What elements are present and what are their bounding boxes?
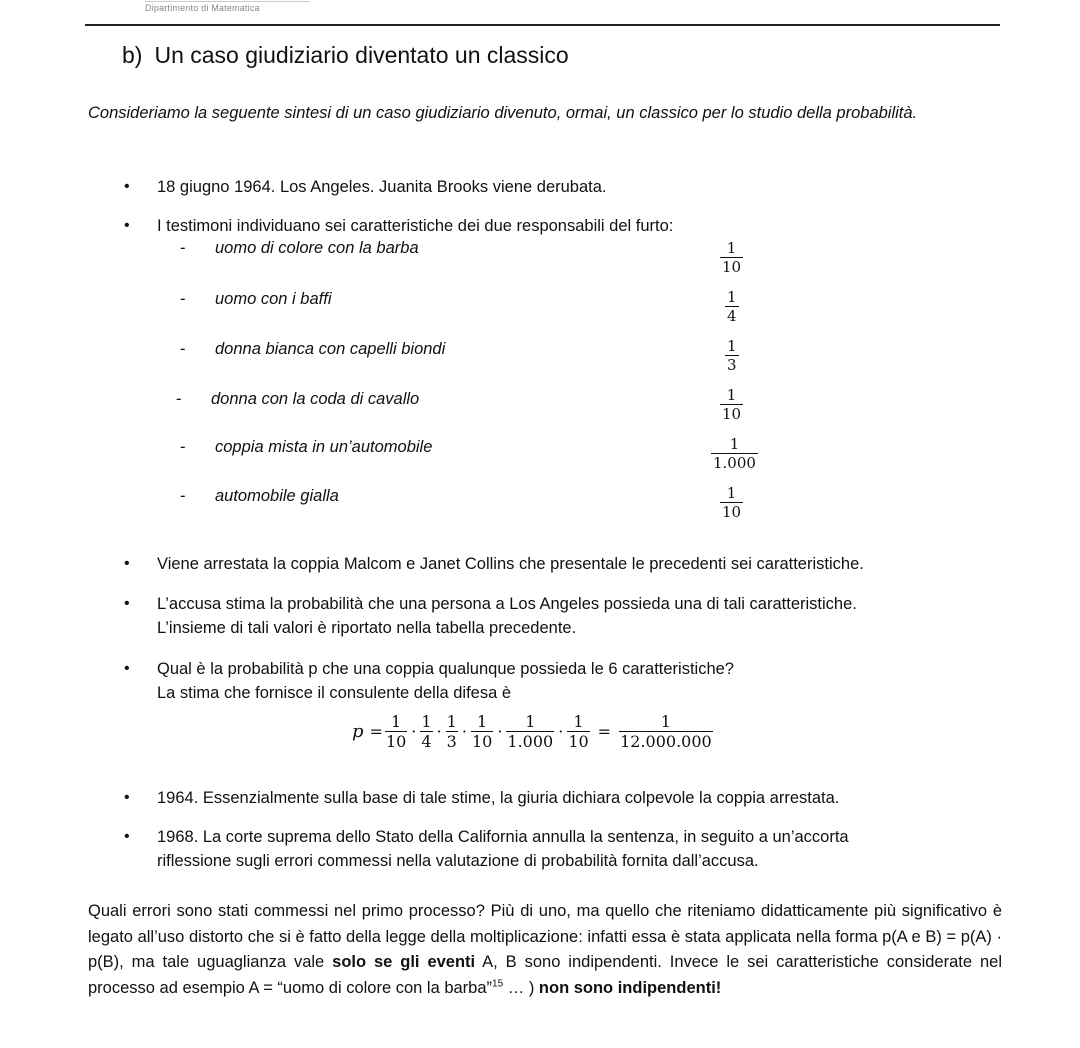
section-title (122, 42, 569, 69)
bullet-question (157, 657, 734, 705)
characteristic-item (176, 390, 419, 409)
characteristic-label: donna con la coda di cavallo (211, 390, 420, 408)
bullet-accusa-line2: L’insieme di tali valori è riportato nella tabella precedente. (157, 619, 577, 637)
formula-equals: = (369, 722, 383, 741)
bullet-appeal (157, 825, 849, 873)
footnote-ref: 15 (492, 978, 504, 989)
section-label: b) (122, 42, 143, 68)
header-rule (85, 24, 1000, 26)
formula-factor: 1 10 (471, 712, 493, 751)
formula-factor: 1 1.000 (507, 712, 554, 751)
characteristic-item (180, 340, 445, 359)
emphasis-solo-se: solo se gli eventi (332, 953, 476, 971)
bullet-question-line1: • Qual è la probabilità p che una coppia qualunque possieda le 6 caratteristiche? (157, 660, 734, 678)
closing-paragraph: Quali errori sono stati commessi nel primo processo? Più di uno, ma quello che riteniamo didatticamente più significativo è legato all’uso distorto che si è fatto della legge della moltiplicazione: infatti essa è stata applicata nella forma p(A e B) = p(A) · p(B), ma tale uguaglianza vale solo se gli eventi A, B sono indipendenti. Invece le sei caratteristiche considerate nel processo ad esempio A = “uomo di colore con la barba”$^{15}$ … ) non sono indipendenti! (88, 902, 1002, 997)
dash-marker: - (176, 390, 182, 408)
characteristic-label: automobile gialla (215, 487, 339, 505)
characteristic-label: coppia mista in un’automobile (215, 438, 433, 456)
probability-formula: p = 1 10 · 1 4 · 1 3 · 1 10 · 1 1.000 · 1 10 = 1 12.000.000 (352, 712, 712, 751)
bullet-accusa-line1: • L’accusa stima la probabilità che una persona a Los Angeles possieda una di tali caratteristiche. (157, 595, 857, 613)
characteristic-item (180, 290, 331, 309)
header-thin-line (145, 1, 310, 2)
characteristic-fraction: 1 1.000 (713, 435, 756, 472)
bullet-question-line2: La stima che fornisce il consulente della difesa è (157, 684, 512, 702)
characteristic-item (180, 487, 339, 506)
formula-factor: 1 10 (385, 712, 407, 751)
characteristic-fraction: 1 3 (727, 337, 737, 374)
dash-marker: - (180, 239, 186, 257)
section-title-text: Un caso giudiziario diventato un classico (154, 42, 569, 68)
dash-marker: - (180, 340, 186, 358)
characteristic-fraction: 1 4 (727, 288, 737, 325)
intro-paragraph: Consideriamo la seguente sintesi di un caso giudiziario divenuto, ormai, un classico per lo studio della probabilità. (88, 104, 918, 122)
emphasis-non-indipendenti: non sono indipendenti! (538, 978, 722, 997)
formula-result: 1 12.000.000 (620, 712, 712, 751)
characteristic-label: uomo di colore con la barba (215, 239, 419, 257)
dash-marker: - (180, 290, 186, 308)
bullet-accusa (157, 592, 857, 640)
dash-marker: - (180, 487, 186, 505)
characteristic-fraction: 1 10 (722, 386, 742, 423)
formula-variable: p (352, 721, 364, 742)
characteristic-fraction: 1 10 (722, 239, 742, 276)
bullet-witnesses: • I testimoni individuano sei caratteristiche dei due responsabili del furto: (157, 214, 673, 238)
formula-factor: 1 10 (568, 712, 589, 751)
characteristic-item (180, 438, 432, 457)
bullet-appeal-line1: • 1968. La corte suprema dello Stato della California annulla la sentenza, in seguito a un’accorta (157, 828, 849, 846)
bullet-appeal-line2: riflessione sugli errori commessi nella valutazione di probabilità fornita dall’accusa. (157, 852, 759, 870)
formula-factor: 1 3 (446, 712, 457, 751)
header-institution: Dipartimento di Matematica (145, 3, 260, 13)
bullet-verdict: • 1964. Essenzialmente sulla base di tale stime, la giuria dichiara colpevole la coppia arrestata. (157, 786, 839, 810)
characteristic-label: donna bianca con capelli biondi (215, 340, 446, 358)
characteristic-item (180, 239, 419, 258)
bullet-arrest: • Viene arrestata la coppia Malcom e Janet Collins che presentale le precedenti sei caratteristiche. (157, 552, 864, 576)
bullet-robbery: • 18 giugno 1964. Los Angeles. Juanita Brooks viene derubata. (157, 175, 607, 199)
characteristic-fraction: 1 10 (722, 484, 742, 521)
characteristic-label: uomo con i baffi (215, 290, 332, 308)
dash-marker: - (180, 438, 186, 456)
formula-factor: 1 4 (421, 712, 432, 751)
formula-equals-result: = (597, 722, 612, 741)
